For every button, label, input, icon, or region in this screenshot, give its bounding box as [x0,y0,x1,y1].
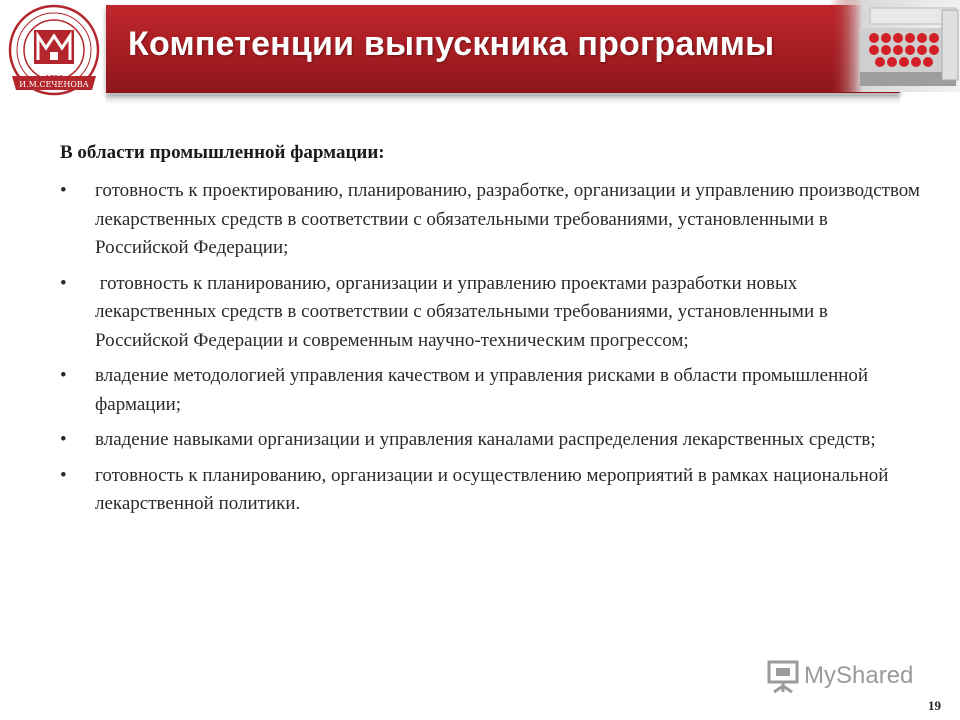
bullet-icon: • [60,365,67,386]
university-seal-logo [2,0,106,104]
list-item-text: готовность к планированию, организации и управлению проектами разработки новых лекарственных средств в соответствии с обязательными требованиями, установленными в Российской Федерации и современным научно-техническим прогрессом; [95,272,833,351]
content-area [60,142,920,526]
bullet-icon: • [60,180,67,201]
section-heading: В области промышленной фармации: [60,142,385,163]
page-number: 19 [928,698,941,713]
competency-list [60,177,920,519]
slide-title: Компетенции выпускника программы [128,25,775,63]
myshared-watermark [766,656,926,696]
list-item [60,462,920,519]
bullet-icon: • [60,272,67,294]
bullet-icon: • [60,429,67,450]
watermark-text: MyShared [804,662,914,689]
list-item [60,426,920,455]
bullet-icon: • [60,464,67,486]
list-item [60,270,920,356]
list-item [60,177,920,263]
list-item-text: готовность к проектированию, планированию, разработке, организации и управлению производством лекарственных средств в соответствии с обязательными требованиями, установленными в Российской Федерации; [95,180,920,258]
list-item-text: владение навыками организации и управления каналами распределения лекарственных средств; [95,429,876,450]
list-item-text: готовность к планированию, организации и осуществлению мероприятий в рамках национальной лекарственной политики. [95,464,889,514]
svg-text:И.М.СЕЧЕНОВА: И.М.СЕЧЕНОВА [19,80,89,89]
title-bar [106,5,900,93]
list-item [60,362,920,419]
presentation-board-icon [766,658,800,694]
list-item-text: владение методологией управления качеством и управления рисками в области промышленной фармации; [95,365,869,415]
pharma-production-photo [830,0,960,92]
title-shadow [106,95,900,105]
